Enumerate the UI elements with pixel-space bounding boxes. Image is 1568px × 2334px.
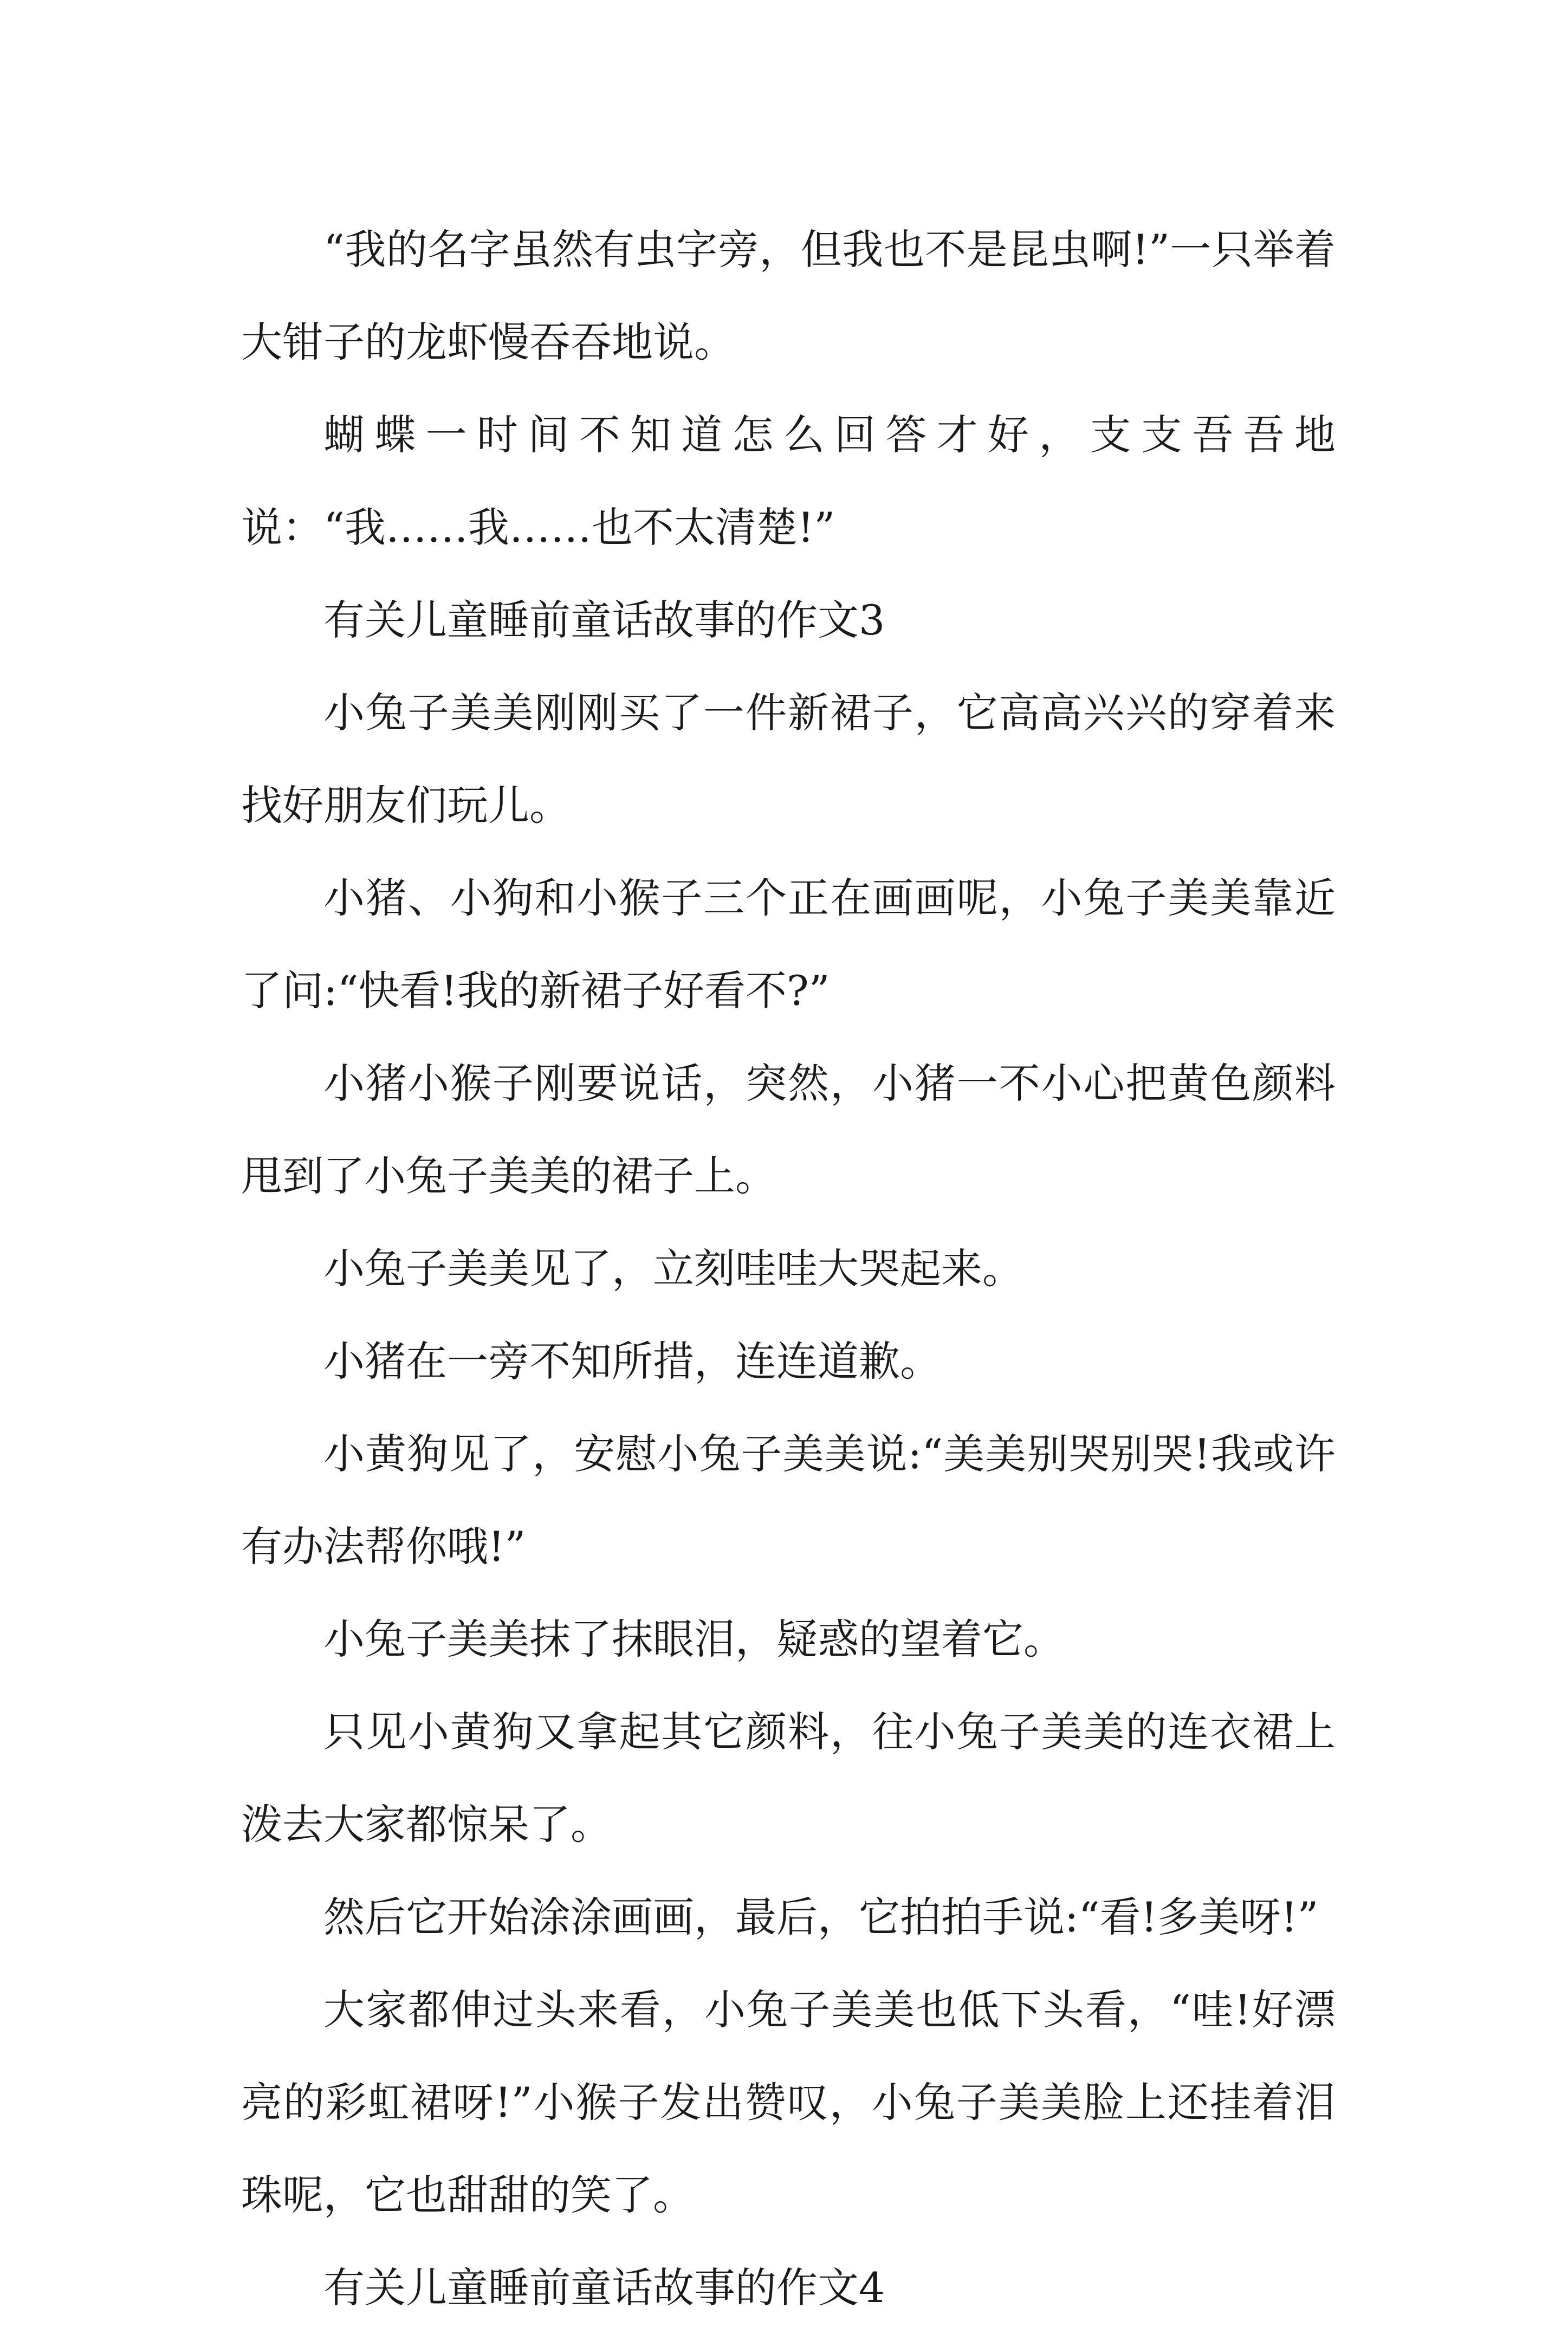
paragraph: 小兔子美美抹了抹眼泪，疑惑的望着它。 <box>323 1615 1065 1663</box>
paragraph: “我的名字虽然有虫字旁，但我也不是昆虫啊!”一只举着大钳子的龙虾慢吞吞地说。 <box>241 225 1336 366</box>
paragraph: 然后它开始涂涂画画，最后，它拍拍手说:“看!多美呀!” <box>323 1893 1319 1941</box>
paragraph: 小猪、小狗和小猴子三个正在画画呢，小兔子美美靠近了问:“快看!我的新裙子好看不?” <box>241 874 1336 1015</box>
paragraph: 蝴蝶一时间不知道怎么回答才好，支支吾吾地说：“我……我……也不太清楚!” <box>241 411 1336 552</box>
section-heading: 有关儿童睡前童话故事的作文4 <box>323 2264 885 2312</box>
paragraph: 小猪小猴子刚要说话，突然，小猪一不小心把黄色颜料甩到了小兔子美美的裙子上。 <box>241 1059 1336 1200</box>
document-body <box>241 203 1336 2334</box>
paragraph: 小黄狗见了，安慰小兔子美美说:“美美别哭别哭!我或许有办法帮你哦!” <box>241 1430 1336 1571</box>
section-heading: 有关儿童睡前童话故事的作文3 <box>323 596 885 644</box>
paragraph: 只见小黄狗又拿起其它颜料，往小兔子美美的连衣裙上泼去大家都惊呆了。 <box>241 1708 1336 1849</box>
paragraph: 大家都伸过头来看，小兔子美美也低下头看，“哇!好漂亮的彩虹裙呀!”小猴子发出赞叹，小兔子美美脸上还挂着泪珠呢，它也甜甜的笑了。 <box>241 1986 1336 2219</box>
paragraph: 小兔子美美见了，立刻哇哇大哭起来。 <box>323 1244 1023 1293</box>
paragraph: 小猪在一旁不知所措，连连道歉。 <box>323 1337 941 1385</box>
paragraph: 小兔子美美刚刚买了一件新裙子，它高高兴兴的穿着来找好朋友们玩儿。 <box>241 689 1336 829</box>
